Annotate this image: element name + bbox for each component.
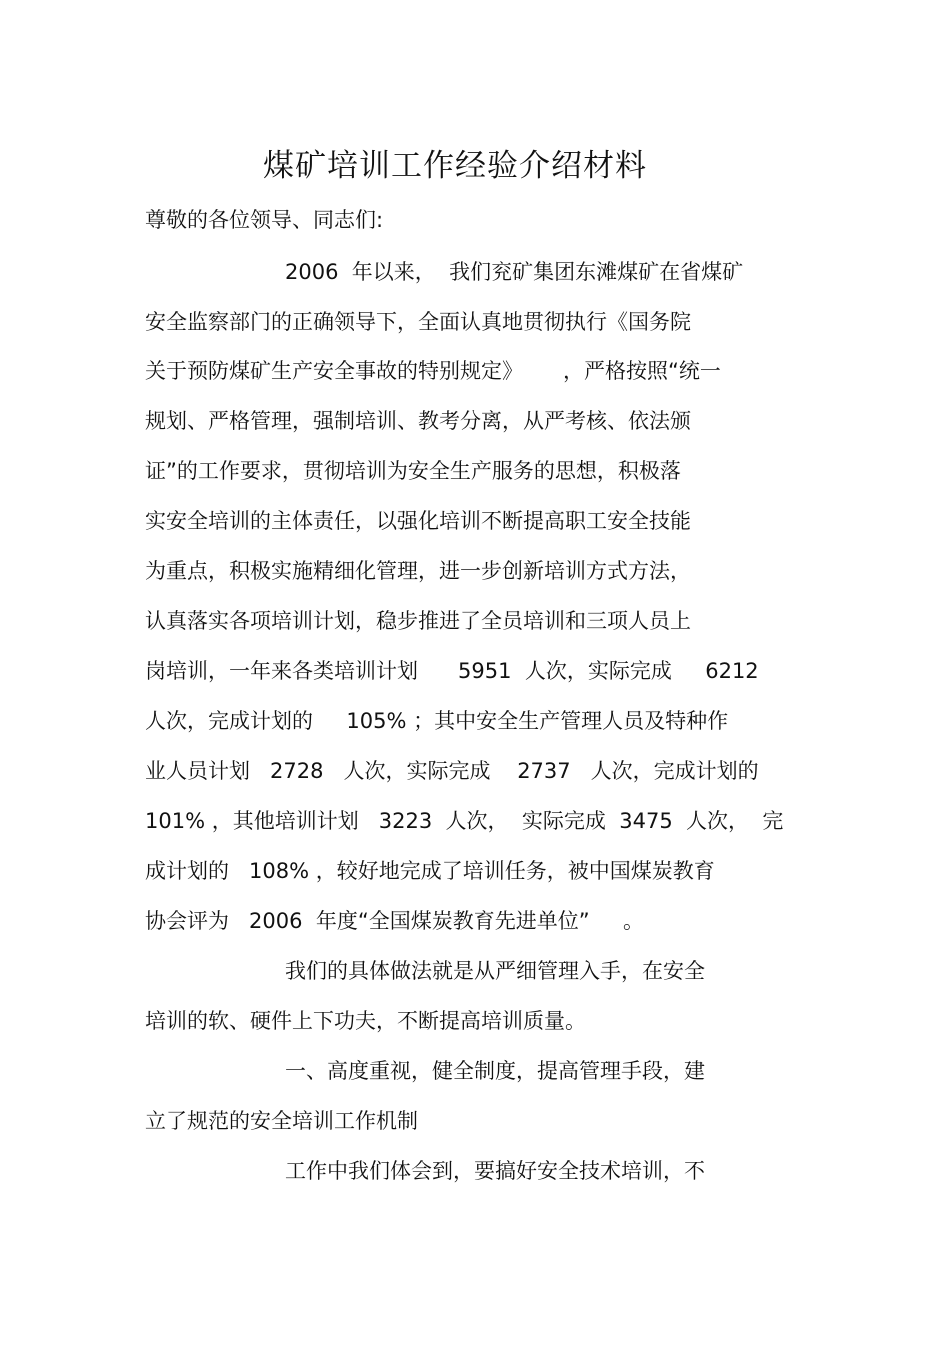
section-heading-line: 一、高度重视，健全制度，提高管理手段，建 <box>285 1059 705 1083</box>
paragraph-line: 岗培训，一年来各类培训计划 5951 人次，实际完成 6212 <box>145 659 759 683</box>
paragraph-line: 工作中我们体会到，要搞好安全技术培训，不 <box>285 1159 705 1183</box>
paragraph-line: 成计划的 108% ，较好地完成了培训任务，被中国煤炭教育 <box>145 859 715 883</box>
paragraph-line: 培训的软、硬件上下功夫，不断提高培训质量。 <box>145 1009 586 1033</box>
paragraph-line: 协会评为 2006 年度“全国煤炭教育先进单位” 。 <box>145 909 644 933</box>
paragraph-line: 101% ，其他培训计划 3223 人次， 实际完成 3475 人次， 完 <box>145 809 784 833</box>
paragraph-line: 实安全培训的主体责任，以强化培训不断提高职工安全技能 <box>145 509 691 533</box>
document-title: 煤矿培训工作经验介绍材料 <box>263 148 647 184</box>
paragraph-line: 规划、严格管理，强制培训、教考分离，从严考核、依法颁 <box>145 409 691 433</box>
paragraph-line: 安全监察部门的正确领导下，全面认真地贯彻执行《国务院 <box>145 310 691 334</box>
paragraph-line: 我们的具体做法就是从严细管理入手，在安全 <box>285 959 705 983</box>
paragraph-line: 为重点，积极实施精细化管理，进一步创新培训方式方法， <box>145 559 691 583</box>
paragraph-line: 业人员计划 2728 人次，实际完成 2737 人次，完成计划的 <box>145 759 759 783</box>
salutation-line: 尊敬的各位领导、同志们: <box>145 208 384 232</box>
paragraph-line: 2006 年以来， 我们兖矿集团东滩煤矿在省煤矿 <box>285 260 744 284</box>
paragraph-line: 人次，完成计划的 105% ；其中安全生产管理人员及特种作 <box>145 709 729 733</box>
paragraph-line: 证”的工作要求，贯彻培训为安全生产服务的思想，积极落 <box>145 459 681 483</box>
paragraph-line: 认真落实各项培训计划，稳步推进了全员培训和三项人员上 <box>145 609 691 633</box>
section-heading-line: 立了规范的安全培训工作机制 <box>145 1109 418 1133</box>
paragraph-line: 关于预防煤矿生产安全事故的特别规定》 ，严格按照“统一 <box>145 359 721 383</box>
